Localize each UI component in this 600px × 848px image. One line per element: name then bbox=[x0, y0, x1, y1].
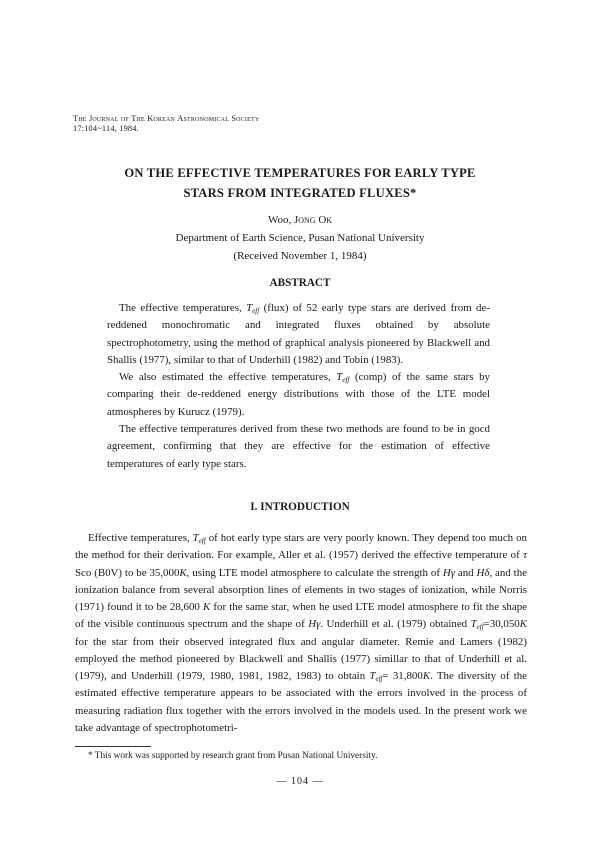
abstract-paragraph bbox=[107, 300, 490, 369]
teff-symbol: $T_{eff}$ bbox=[470, 618, 484, 632]
author-given-name: Jong Ok bbox=[293, 214, 333, 226]
journal-word: The bbox=[73, 114, 87, 123]
received-date: (Received November 1, 1984) bbox=[233, 250, 367, 262]
kelvin-unit: K bbox=[519, 618, 527, 631]
author-surname: Woo, bbox=[267, 214, 292, 226]
journal-word: Journal bbox=[88, 114, 119, 123]
journal-word: Korean bbox=[147, 114, 176, 123]
teff-symbol: $T_{eff}$ bbox=[246, 302, 260, 315]
footnote: * This work was supported by research grant from Pusan National University. bbox=[88, 751, 378, 761]
text-run: (flux) of 52 early type stars are derived from de-reddened monochromatic and integrated fluxes obtained by absolute spectrophotometry, using the method of graphical analysis pioneered by Blackwell and Shallis (1977), similar to that of Underhill (1982) and Tobin (1983). bbox=[107, 302, 490, 366]
title-line: ON THE EFFECTIVE TEMPERATURES FOR EARLY TYPE bbox=[124, 166, 476, 180]
teff-symbol: $T_{eff}$ bbox=[369, 670, 383, 683]
h-gamma-symbol: Hγ bbox=[308, 618, 321, 631]
author-block bbox=[60, 211, 540, 265]
author-affiliation: Department of Earth Science, Pusan National University bbox=[175, 232, 425, 244]
journal-word: The bbox=[131, 114, 145, 123]
paper-title bbox=[60, 163, 540, 203]
tau-symbol: τ bbox=[523, 549, 527, 562]
text-run: (comp) of the same stars by comparing their de-reddened energy distributions with those of the LTE model atmospheres by Kurucz (1979). bbox=[107, 371, 490, 418]
title-line: STARS FROM INTEGRATED FLUXES* bbox=[183, 186, 417, 200]
journal-name bbox=[73, 114, 259, 124]
intro-heading: I. INTRODUCTION bbox=[250, 501, 350, 513]
abstract-paragraph bbox=[107, 369, 490, 421]
journal-word: of bbox=[120, 114, 129, 123]
kelvin-unit: K bbox=[179, 566, 187, 579]
introduction-body bbox=[75, 530, 527, 737]
author-name bbox=[60, 211, 540, 229]
kelvin-unit: K bbox=[422, 670, 431, 682]
journal-word: Society bbox=[231, 114, 260, 123]
kelvin-unit: K bbox=[203, 601, 211, 613]
teff-symbol: $T_{eff}$ bbox=[336, 371, 350, 385]
text-run: The effective temperatures, bbox=[119, 302, 242, 314]
h-delta-symbol: Hδ bbox=[476, 566, 490, 579]
intro-paragraph: Effective temperatures, $T_{eff}$ of hot early type stars are very poorly known. They depend too much on the method for their derivation. For example, Aller et al. (1957) derived the effective temperature of τ Sco (B0V) to be 35,000K, using LTE model atmosphere to calculate the strength of Hγ and Hδ, and the ionization balance from several absorption lines of elements in two stages of ionization, while Norris (1971) found it to be 28,600 K for the same star, when he used LTE model atmosphere to fit the shape of the visible continuous spectrum and the shape of Hγ. Underhill et al. (1979) obtained $T_{eff}=30,050K$ for the star from their observed integrated flux and angular diameter. Remie and Lamers (1982) employed the method pioneered by Blackwell and Shallis (1977) simillar to that of Underhill et al. (1979), and Underhill (1979, 1980, 1981, 1982, 1983) to obtain $T_{eff}= 31,800K$. The diversity of the estimated effective temperature appears to be associated with the errors involved in the process of measuring radiation flux together with the errors involved in the models used. In the present work we take advantage of spectrophotometri- bbox=[75, 532, 527, 734]
teff-symbol: $T_{eff}$ bbox=[192, 532, 206, 545]
text-run: We also estimated the effective temperatures, bbox=[119, 371, 331, 384]
journal-word: Astronomical bbox=[177, 114, 230, 123]
footnote-divider bbox=[75, 746, 151, 747]
abstract-paragraph: The effective temperatures derived from these two methods are found to be in gocd agreement, confirming that they are effective for the estimation of effective temperatures of early type stars. bbox=[107, 423, 490, 470]
journal-citation: 17:104~114, 1984. bbox=[73, 124, 139, 133]
journal-header bbox=[73, 114, 259, 134]
abstract-heading: ABSTRACT bbox=[269, 277, 331, 289]
abstract-body bbox=[107, 300, 490, 473]
h-gamma-symbol: Hγ bbox=[442, 566, 455, 579]
page-number: — 104 — bbox=[276, 776, 324, 787]
